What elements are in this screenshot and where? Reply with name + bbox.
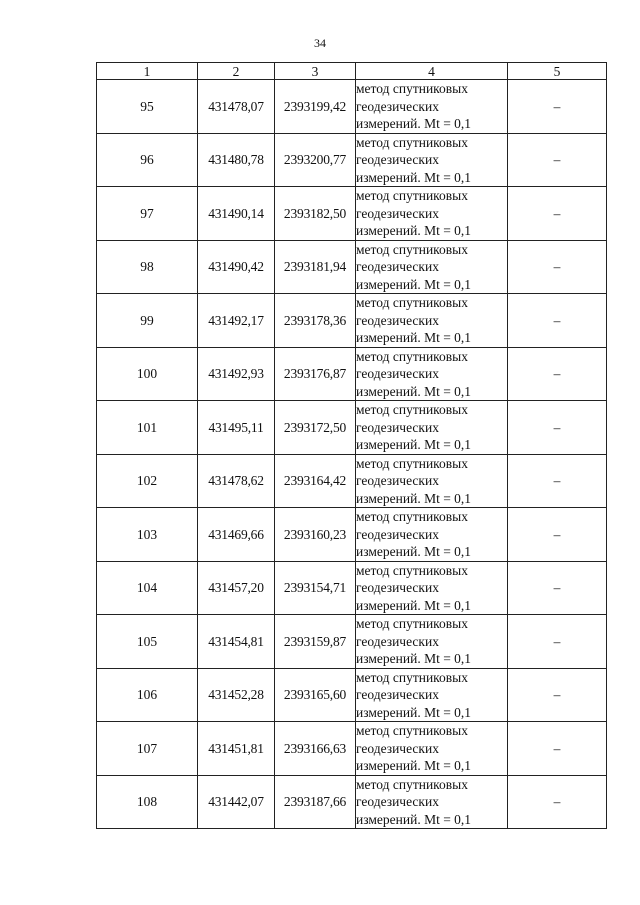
note-dash [508,401,607,455]
method-description [356,668,508,722]
note-dash [508,347,607,401]
note-text: – [553,312,561,328]
coordinate-x-text: 431478,07 [208,98,264,114]
coordinate-x-text: 431490,14 [208,205,264,221]
coordinate-y-text: 2393159,87 [283,633,347,649]
method-description [356,454,508,508]
note-text: – [553,794,561,809]
method-description [356,508,508,562]
coordinate-y-text: 2393154,71 [283,580,347,595]
point-number [97,508,198,562]
note-text: – [553,473,561,488]
header-col-2: 2 [198,63,275,80]
point-number-text: 103 [136,526,158,542]
page-number: 34 [314,36,326,50]
note-dash [508,80,607,134]
method-line: геодезических [356,419,439,435]
coordinate-x [198,133,275,187]
coordinate-y [275,187,356,241]
point-number-text: 107 [136,740,158,756]
method-line: метод спутниковых [356,81,468,96]
coordinate-y-text: 2393187,66 [283,794,347,809]
coordinate-y [275,294,356,348]
method-description [356,722,508,776]
note-text: – [553,205,561,221]
coordinate-x [198,347,275,401]
coordinate-y [275,775,356,829]
method-line: измерений. Mt = 0,1 [356,651,472,666]
method-line: геодезических [356,526,439,542]
coordinate-x [198,187,275,241]
coordinates-table [96,62,607,829]
method-line: геодезических [356,152,439,167]
coordinate-y [275,508,356,562]
coordinate-y [275,133,356,187]
table-row [97,187,607,241]
coordinate-y-text: 2393200,77 [283,152,347,167]
method-line: метод спутниковых [356,455,468,471]
coordinate-x-text: 431457,20 [208,580,264,595]
method-description [356,133,508,187]
note-text: – [553,366,561,381]
note-dash [508,240,607,294]
coordinate-x-text: 431495,11 [208,419,264,435]
note-dash [508,508,607,562]
method-line: измерений. Mt = 0,1 [356,490,472,506]
note-text: – [553,419,561,435]
table-row [97,775,607,829]
table-row [97,722,607,776]
method-line: геодезических [356,312,439,328]
point-number-text: 104 [136,580,158,595]
method-line: измерений. Mt = 0,1 [356,330,472,345]
header-col-4: 4 [356,63,508,80]
note-dash [508,454,607,508]
coordinate-x [198,615,275,669]
note-text: – [553,152,561,167]
coordinate-x-text: 431451,81 [208,740,264,756]
coordinate-y [275,615,356,669]
point-number [97,722,198,776]
note-dash [508,668,607,722]
coordinate-x [198,775,275,829]
note-dash [508,133,607,187]
coordinate-y [275,454,356,508]
header-row [97,63,607,80]
method-description [356,294,508,348]
coordinate-x [198,454,275,508]
method-line: геодезических [356,740,439,756]
note-text: – [553,580,561,595]
header-col-5: 5 [508,63,607,80]
method-line: метод спутниковых [356,509,468,524]
coordinate-y-text: 2393165,60 [283,687,347,702]
method-line: геодезических [356,580,439,595]
method-line: метод спутниковых [356,188,468,203]
method-description [356,240,508,294]
coordinate-x [198,722,275,776]
coordinate-y-text: 2393199,42 [283,98,347,114]
note-text: – [553,633,561,649]
note-text: – [553,98,561,114]
coordinate-y-text: 2393176,87 [283,366,347,381]
coordinate-x [198,668,275,722]
point-number-text: 96 [140,152,154,167]
method-line: измерений. Mt = 0,1 [356,437,472,452]
note-dash [508,187,607,241]
coordinate-x-text: 431490,42 [208,259,264,274]
coordinate-y-text: 2393182,50 [283,205,347,221]
table-row [97,508,607,562]
method-line: геодезических [356,98,439,114]
method-line: метод спутниковых [356,348,468,364]
coordinate-y [275,561,356,615]
table-row [97,615,607,669]
method-line: измерений. Mt = 0,1 [356,544,472,559]
coordinate-y-text: 2393172,50 [283,419,347,435]
table-row [97,240,607,294]
point-number-text: 105 [136,633,158,649]
table-row [97,294,607,348]
coordinate-y [275,668,356,722]
header-col-1: 1 [97,63,198,80]
method-line: метод спутниковых [356,402,468,417]
coordinate-y-text: 2393181,94 [283,259,347,274]
method-line: измерений. Mt = 0,1 [356,169,472,185]
coordinate-x-text: 431454,81 [208,633,264,649]
note-dash [508,722,607,776]
point-number-text: 99 [140,312,154,328]
coordinate-y-text: 2393166,63 [283,740,347,756]
header-col-3: 3 [275,63,356,80]
point-number [97,668,198,722]
point-number [97,615,198,669]
method-line: метод спутниковых [356,295,468,310]
note-dash [508,615,607,669]
table-row [97,668,607,722]
point-number-text: 100 [136,366,158,381]
point-number [97,401,198,455]
note-text: – [553,687,561,702]
method-line: геодезических [356,205,439,221]
method-line: измерений. Mt = 0,1 [356,758,472,773]
table-row [97,561,607,615]
point-number-text: 108 [136,794,158,809]
coordinate-y [275,401,356,455]
method-description [356,775,508,829]
point-number [97,775,198,829]
method-description [356,401,508,455]
table-body [97,80,607,829]
method-description [356,561,508,615]
note-text: – [553,740,561,756]
table-row [97,347,607,401]
method-description [356,187,508,241]
method-line: измерений. Mt = 0,1 [356,116,472,131]
coordinate-x [198,561,275,615]
coordinate-x [198,508,275,562]
method-line: геодезических [356,473,439,488]
coordinate-x [198,294,275,348]
method-line: геодезических [356,794,439,809]
method-line: метод спутниковых [356,562,468,578]
point-number [97,454,198,508]
coordinate-x-text: 431452,28 [208,687,264,702]
table-header [97,63,607,80]
point-number-text: 95 [140,98,154,114]
coordinate-x [198,240,275,294]
method-description [356,347,508,401]
method-line: измерений. Mt = 0,1 [356,811,472,827]
point-number [97,294,198,348]
method-line: метод спутниковых [356,776,468,792]
point-number [97,133,198,187]
method-line: геодезических [356,259,439,274]
method-line: измерений. Mt = 0,1 [356,276,472,292]
coordinate-x-text: 431469,66 [208,526,264,542]
note-dash [508,561,607,615]
coordinate-y-text: 2393178,36 [283,312,347,328]
method-line: геодезических [356,633,439,649]
table-row [97,80,607,134]
method-line: измерений. Mt = 0,1 [356,704,472,720]
point-number [97,187,198,241]
method-line: метод спутниковых [356,241,468,257]
point-number-text: 97 [140,205,154,221]
method-line: измерений. Mt = 0,1 [356,597,472,613]
point-number-text: 98 [140,259,154,274]
point-number-text: 101 [136,419,158,435]
coordinate-x-text: 431478,62 [208,473,264,488]
coordinate-y [275,80,356,134]
coordinate-x [198,401,275,455]
method-line: метод спутниковых [356,723,468,738]
coordinate-y-text: 2393160,23 [283,526,347,542]
point-number [97,80,198,134]
method-line: измерений. Mt = 0,1 [356,383,472,399]
method-line: измерений. Mt = 0,1 [356,223,472,238]
table-row [97,454,607,508]
coordinate-y [275,347,356,401]
point-number [97,240,198,294]
point-number-text: 106 [136,687,158,702]
method-description [356,80,508,134]
coordinate-y-text: 2393164,42 [283,473,347,488]
coordinate-x-text: 431492,17 [208,312,264,328]
point-number-text: 102 [136,473,158,488]
coordinate-x-text: 431442,07 [208,794,264,809]
method-line: метод спутниковых [356,134,468,150]
note-text: – [553,259,561,274]
method-description [356,615,508,669]
table-row [97,133,607,187]
note-text: – [553,526,561,542]
method-line: геодезических [356,687,439,702]
note-dash [508,775,607,829]
point-number [97,561,198,615]
method-line: геодезических [356,366,439,381]
coordinate-x-text: 431480,78 [208,152,264,167]
coordinate-x-text: 431492,93 [208,366,264,381]
method-line: метод спутниковых [356,669,468,685]
point-number [97,347,198,401]
table-row [97,401,607,455]
note-dash [508,294,607,348]
method-line: метод спутниковых [356,616,468,631]
coordinate-y [275,722,356,776]
coordinate-x [198,80,275,134]
coordinate-y [275,240,356,294]
